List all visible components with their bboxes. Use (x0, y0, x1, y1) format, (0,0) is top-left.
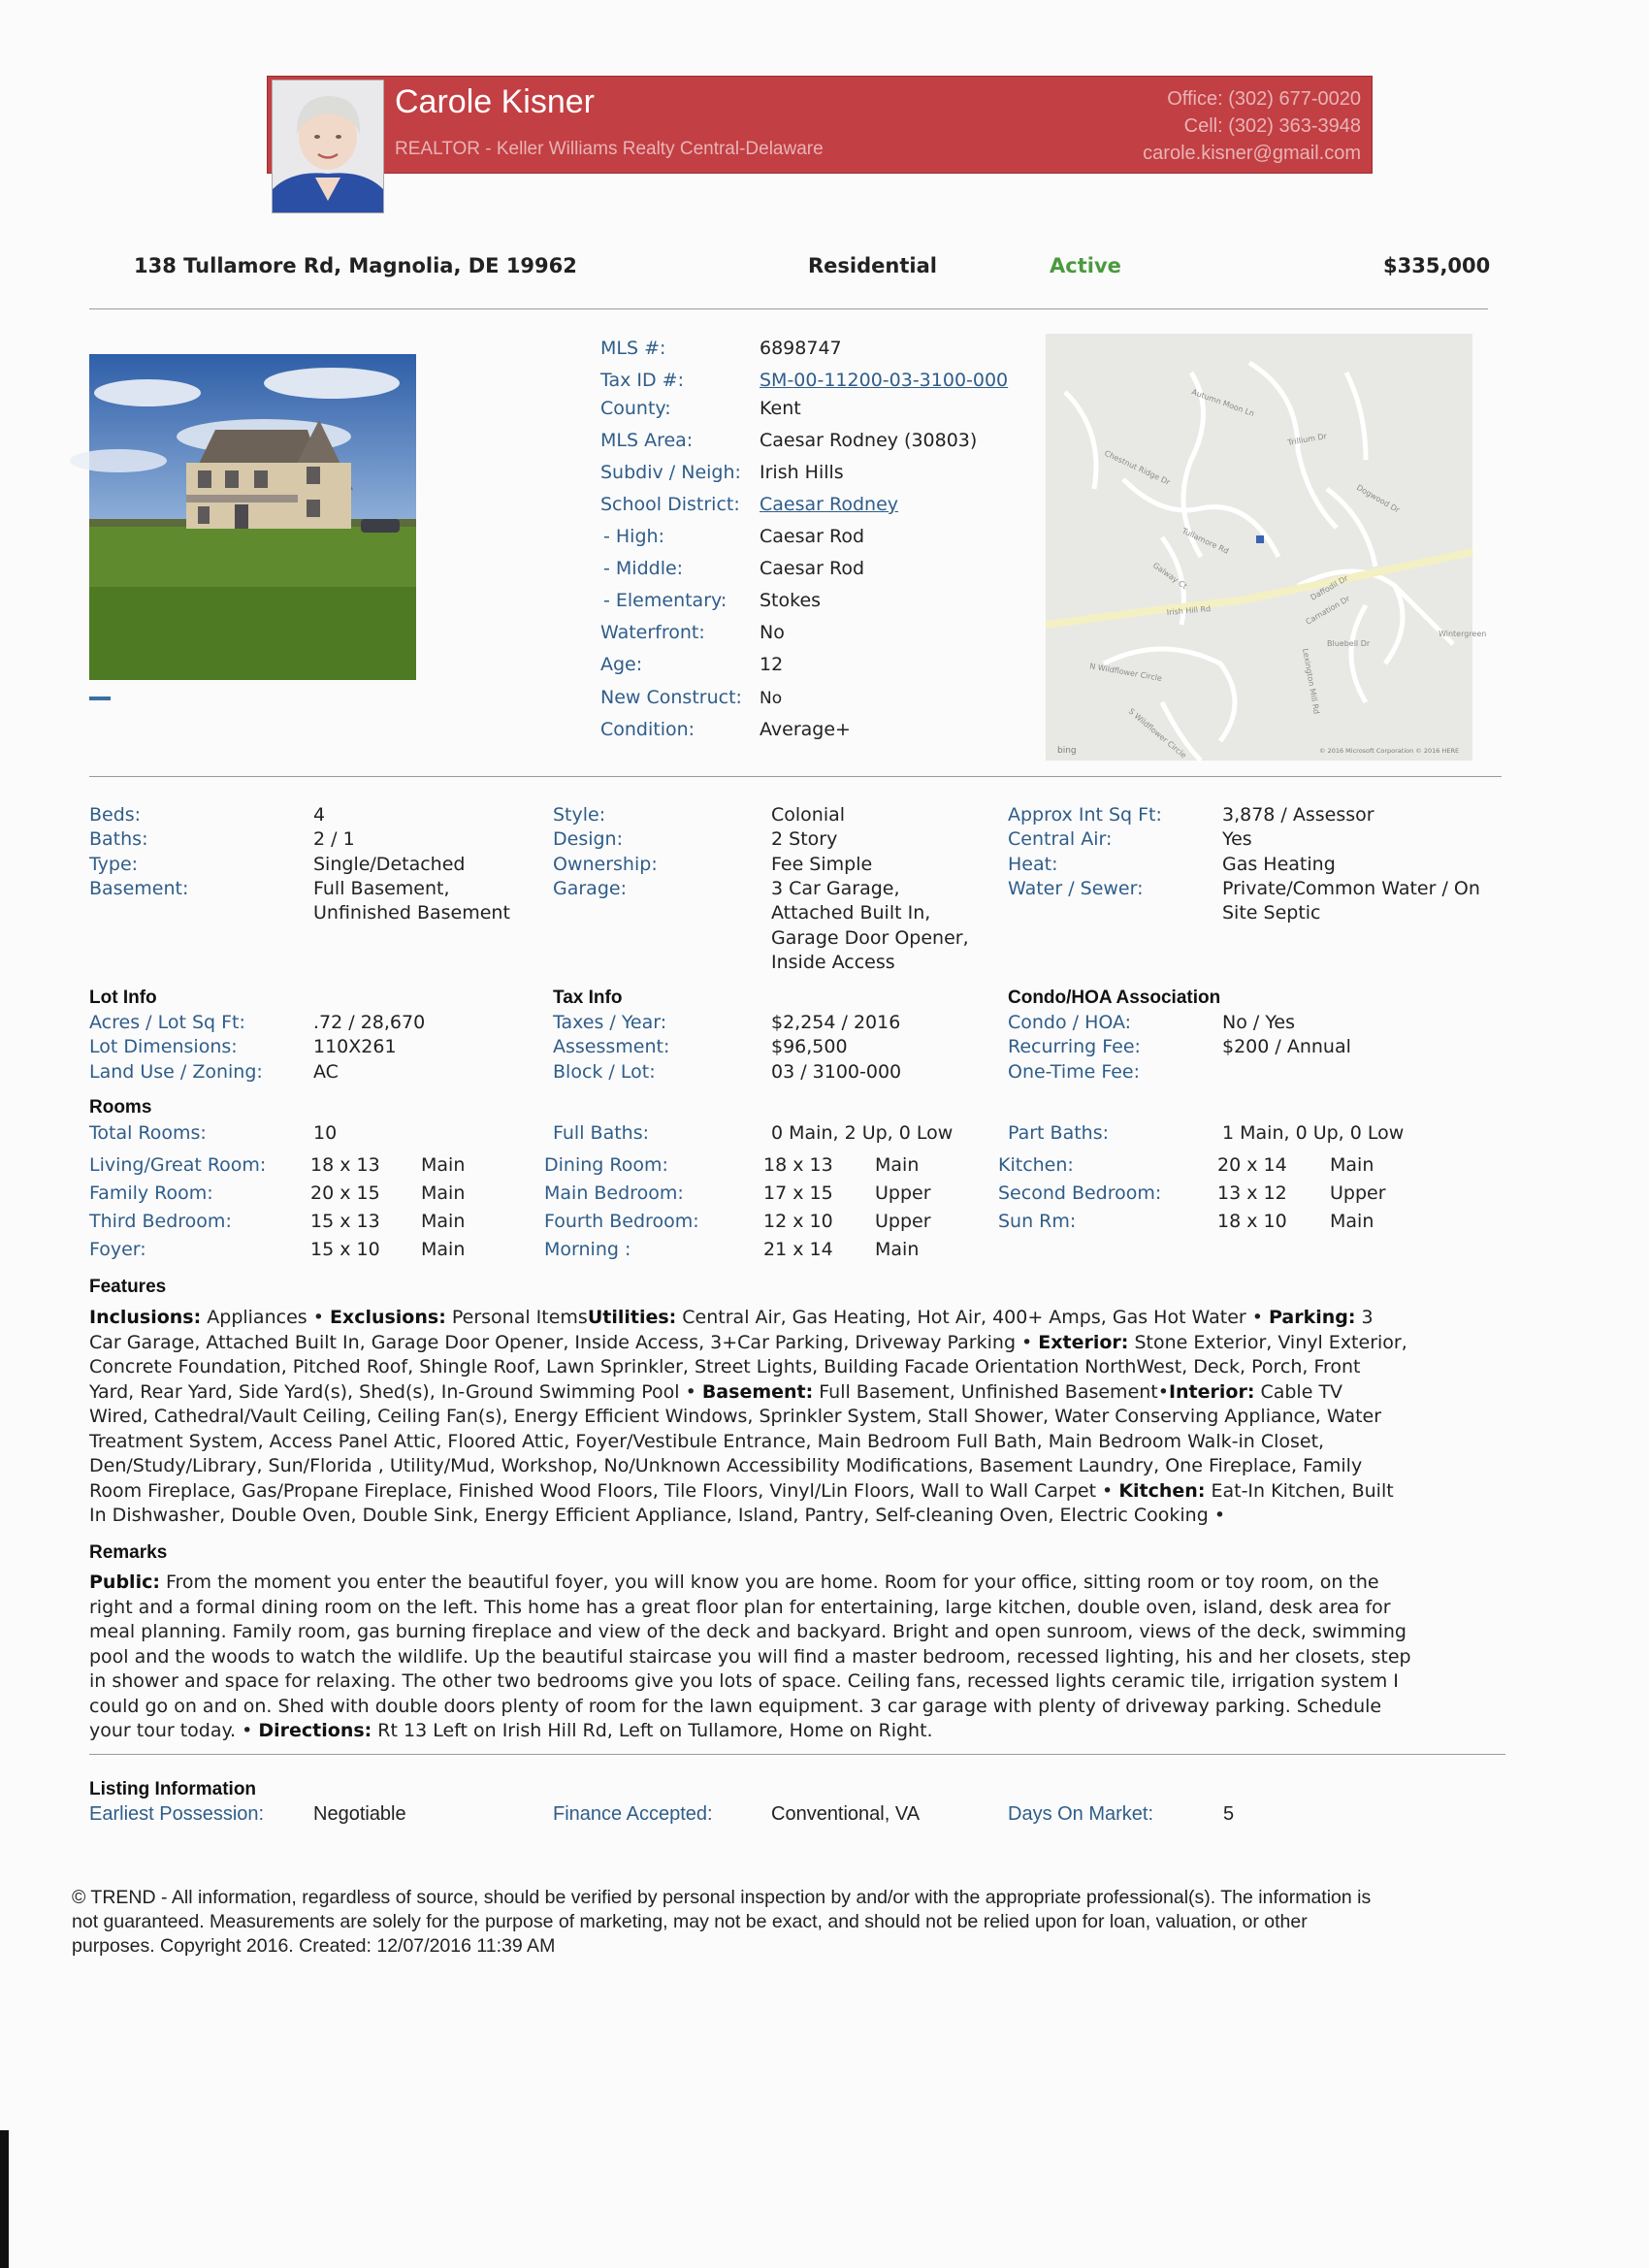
detail-label: - Elementary: (603, 590, 728, 611)
room-name: Dining Room: (544, 1154, 668, 1176)
room-level: Main (421, 1239, 466, 1260)
features-line: Yard, Rear Yard, Side Yard(s), Shed(s), In-Ground Swimming Pool • Basement: Full Basement, Unfinished Basement•Interior: Cable TV (89, 1380, 1343, 1403)
spec-label: Approx Int Sq Ft: (1008, 804, 1162, 826)
spec-label: Baths: (89, 828, 148, 850)
mls-number: 6898747 (760, 338, 842, 359)
hoa-label: Recurring Fee: (1008, 1036, 1141, 1057)
earliest-possession: Negotiable (313, 1803, 406, 1825)
mls-area: Caesar Rodney (30803) (760, 430, 978, 451)
high-school: Caesar Rod (760, 526, 865, 547)
room-size: 17 x 15 (763, 1183, 833, 1204)
room-size: 12 x 10 (763, 1211, 833, 1232)
room-name: Morning : (544, 1239, 631, 1260)
detail-label: - Middle: (603, 558, 684, 579)
map-street-label: Lexington Mill Rd (1301, 647, 1321, 715)
lot-label: Lot Dimensions: (89, 1036, 238, 1057)
listing-address: 138 Tullamore Rd, Magnolia, DE 19962 (134, 254, 577, 277)
spec-label: Garage: (553, 878, 627, 899)
new-construct: No (760, 689, 783, 708)
remarks-text (89, 1571, 1505, 1744)
room-level: Upper (875, 1183, 931, 1204)
office-phone: Office: (302) 677-0020 (1167, 88, 1361, 110)
map-street-label: N Wildflower Circle (1088, 662, 1163, 684)
house-photo[interactable] (89, 354, 416, 680)
hoa-label: Condo / HOA: (1008, 1012, 1132, 1033)
features-line: Room Fireplace, Gas/Propane Fireplace, Finished Wood Floors, Tile Floors, Vinyl/Lin Floors, Wall to Wall Carpet • Kitchen: Eat-In Kitchen, Built (89, 1479, 1394, 1502)
room-name: Kitchen: (998, 1154, 1074, 1176)
map-location-pin (1256, 535, 1264, 543)
room-size: 20 x 14 (1217, 1154, 1287, 1176)
room-name: Living/Great Room: (89, 1154, 267, 1176)
section-heading-rooms: Rooms (89, 1097, 152, 1118)
features-line: Concrete Foundation, Pitched Roof, Shingle Roof, Lawn Sprinkler, Street Lights, Building Facade Orientation NorthWest, Deck, Porch, Front (89, 1356, 1361, 1377)
lot-label: Land Use / Zoning: (89, 1061, 263, 1083)
listing-info-label: Finance Accepted: (553, 1803, 713, 1825)
room-level: Main (875, 1239, 920, 1260)
garage: Inside Access (771, 952, 895, 973)
room-size: 20 x 15 (310, 1183, 380, 1204)
county: Kent (760, 398, 801, 419)
remarks-line: in shower and space for relaxing. The other two bedrooms give you lots of space. Ceiling fans, recessed lights ceramic tile, irrigation system I (89, 1670, 1399, 1692)
room-size: 21 x 14 (763, 1239, 833, 1260)
taxes-year: $2,254 / 2016 (771, 1012, 901, 1033)
spec-label: Basement: (89, 878, 189, 899)
room-size: 18 x 13 (310, 1154, 380, 1176)
disclaimer-line: not guaranteed. Measurements are solely for the purpose of marketing, may not be exact, and should not be relied upon for loan, valuation, or other (72, 1911, 1308, 1932)
agent-email: carole.kisner@gmail.com (1143, 143, 1361, 164)
section-heading-tax: Tax Info (553, 988, 623, 1008)
agent-photo (272, 80, 384, 213)
basement: Full Basement, (313, 878, 450, 899)
assessment: $96,500 (771, 1036, 848, 1057)
listing-info-label: Earliest Possession: (89, 1803, 265, 1825)
divider (89, 308, 1488, 309)
features-line: Treatment System, Access Panel Attic, Floored Attic, Foyer/Vestibule Entrance, Main Bedroom Full Bath, Main Bedroom Walk-in Closet, (89, 1430, 1325, 1452)
detail-label: Tax ID #: (600, 370, 684, 391)
listing-info-label: Days On Market: (1008, 1803, 1154, 1825)
location-map[interactable] (1046, 334, 1487, 761)
map-street-label: Trillium Dr (1286, 432, 1328, 447)
condo-hoa: No / Yes (1222, 1012, 1295, 1033)
listing-price: $335,000 (1383, 254, 1491, 277)
rooms-label: Total Rooms: (89, 1122, 207, 1144)
detail-label: - High: (603, 526, 664, 547)
finance-accepted: Conventional, VA (771, 1803, 921, 1825)
spec-label: Ownership: (553, 854, 658, 875)
detail-label: County: (600, 398, 671, 419)
room-size: 15 x 13 (310, 1211, 380, 1232)
features-line: In Dishwasher, Double Oven, Double Sink, Energy Efficient Appliance, Island, Pantry, Self-cleaning Oven, Electric Cooking • (89, 1505, 1226, 1526)
room-level: Main (421, 1211, 466, 1232)
features-line: Wired, Cathedral/Vault Ceiling, Ceiling Fan(s), Energy Efficient Windows, Sprinkler System, Stall Shower, Water Conserving Appliance, Water (89, 1406, 1382, 1427)
room-level: Main (1330, 1154, 1374, 1176)
waterfront: No (760, 622, 785, 643)
detail-label: Condition: (600, 719, 695, 740)
remarks-line: Public: From the moment you enter the beautiful foyer, you will know you are home. Room for your office, sitting room or toy room, on the (89, 1571, 1379, 1593)
beds: 4 (313, 804, 326, 826)
disclaimer-line: © TREND - All information, regardless of source, should be verified by personal inspection by and/or with the appropriate professional(s). The information is (72, 1887, 1372, 1908)
water-sewer: Site Septic (1222, 902, 1321, 923)
listing-status: Active (1050, 254, 1121, 277)
property-type: Residential (808, 254, 937, 277)
part-baths: 1 Main, 0 Up, 0 Low (1222, 1122, 1405, 1144)
rooms-label: Full Baths: (553, 1122, 649, 1144)
remarks-line: right and a formal dining room on the left. This home has a great floor plan for entertaining, large kitchen, double oven, island, desk area for (89, 1596, 1391, 1618)
room-level: Main (421, 1183, 466, 1204)
section-heading-features: Features (89, 1277, 167, 1297)
spec-label: Water / Sewer: (1008, 878, 1144, 899)
agent-title: REALTOR - Keller Williams Realty Central-Delaware (395, 139, 824, 159)
section-heading-hoa: Condo/HOA Association (1008, 988, 1221, 1008)
hoa-label: One-Time Fee: (1008, 1061, 1141, 1083)
room-name: Foyer: (89, 1239, 146, 1260)
section-heading-lot: Lot Info (89, 988, 157, 1008)
features-text (89, 1306, 1505, 1529)
spec-label: Type: (89, 854, 139, 875)
detail-label: MLS Area: (600, 430, 694, 451)
zoning: AC (313, 1061, 339, 1083)
block-lot: 03 / 3100-000 (771, 1061, 902, 1083)
days-on-market: 5 (1223, 1803, 1235, 1825)
divider (89, 776, 1502, 777)
room-size: 15 x 10 (310, 1239, 380, 1260)
spec-label: Style: (553, 804, 606, 826)
map-street-label: Galway Ct (1150, 561, 1189, 592)
spec-label: Beds: (89, 804, 142, 826)
middle-school: Caesar Rod (760, 558, 865, 579)
elementary-school: Stokes (760, 590, 822, 611)
garage: Attached Built In, (771, 902, 931, 923)
remarks-line: pool and the woods to watch the wildlife. Up the beautiful staircase you will find a master bedroom, recessed lighting, his and her closets, step (89, 1645, 1411, 1668)
ownership: Fee Simple (771, 854, 873, 875)
map-credit: © 2016 Microsoft Corporation © 2016 HERE (1319, 747, 1460, 755)
design: 2 Story (771, 828, 838, 850)
room-name: Sun Rm: (998, 1211, 1077, 1232)
tax-label: Taxes / Year: (553, 1012, 667, 1033)
features-line: Den/Study/Library, Sun/Florida , Utility/Mud, Workshop, No/Unknown Accessibility Modifications, Basement Laundry, One Fireplace, Family (89, 1455, 1363, 1476)
room-size: 13 x 12 (1217, 1183, 1287, 1204)
garage: Garage Door Opener, (771, 927, 969, 949)
central-air: Yes (1222, 828, 1252, 850)
photo-indicator[interactable] (89, 697, 111, 700)
spec-label: Central Air: (1008, 828, 1113, 850)
map-street-label: Daffodil Dr (1309, 573, 1350, 602)
disclaimer (72, 1886, 1566, 1959)
school-district-link[interactable]: Caesar Rodney (760, 494, 899, 515)
room-name: Fourth Bedroom: (544, 1211, 699, 1232)
scan-edge (0, 2130, 9, 2268)
baths: 2 / 1 (313, 828, 355, 850)
garage: 3 Car Garage, (771, 878, 900, 899)
subdivision: Irish Hills (760, 462, 844, 483)
map-street-label: Dogwood Dr (1355, 482, 1402, 515)
tax-id-link[interactable]: SM-00-11200-03-3100-000 (760, 370, 1009, 391)
cell-phone: Cell: (302) 363-3948 (1183, 115, 1361, 137)
room-size: 18 x 10 (1217, 1211, 1287, 1232)
map-street-label: Bluebell Dr (1327, 639, 1371, 648)
spec-label: Heat: (1008, 854, 1058, 875)
style: Colonial (771, 804, 846, 826)
map-street-label: Carnation Dr (1304, 594, 1352, 627)
agent-name: Carole Kisner (395, 83, 595, 120)
lot-label: Acres / Lot Sq Ft: (89, 1012, 245, 1033)
remarks-line: could go on and on. Shed with double doors plenty of room for the lawn equipment. 3 car garage with plenty of driveway parking. Schedule (89, 1695, 1382, 1717)
condition: Average+ (760, 719, 851, 740)
detail-label: Waterfront: (600, 622, 705, 643)
interior-sqft: 3,878 / Assessor (1222, 804, 1374, 826)
room-level: Upper (875, 1211, 931, 1232)
room-level: Main (875, 1154, 920, 1176)
acres-lot: .72 / 28,670 (313, 1012, 426, 1033)
features-line: Car Garage, Attached Built In, Garage Door Opener, Inside Access, 3+Car Parking, Driveway Parking • Exterior: Stone Exterior, Vinyl Exterior, (89, 1331, 1407, 1353)
divider (89, 1754, 1505, 1755)
map-street-label: S Wildflower Circle (1126, 706, 1188, 761)
lot-dimensions: 110X261 (313, 1036, 397, 1057)
detail-label: MLS #: (600, 338, 666, 359)
tax-label: Assessment: (553, 1036, 670, 1057)
detail-label: Subdiv / Neigh: (600, 462, 741, 483)
age: 12 (760, 654, 784, 675)
property-subtype: Single/Detached (313, 854, 466, 875)
section-heading-listing-info: Listing Information (89, 1779, 257, 1799)
room-name: Main Bedroom: (544, 1183, 684, 1204)
map-street-label: Irish Hill Rd (1166, 604, 1212, 617)
room-level: Main (1330, 1211, 1374, 1232)
map-street-label: Tullamore Rd (1180, 526, 1231, 556)
recurring-fee: $200 / Annual (1222, 1036, 1351, 1057)
water-sewer: Private/Common Water / On (1222, 878, 1480, 899)
section-heading-remarks: Remarks (89, 1542, 168, 1563)
room-level: Main (421, 1154, 466, 1176)
disclaimer-line: purposes. Copyright 2016. Created: 12/07/2016 11:39 AM (72, 1935, 556, 1957)
basement: Unfinished Basement (313, 902, 510, 923)
heat: Gas Heating (1222, 854, 1336, 875)
detail-label: New Construct: (600, 687, 742, 708)
room-name: Second Bedroom: (998, 1183, 1162, 1204)
rooms-label: Part Baths: (1008, 1122, 1110, 1144)
detail-label: Age: (600, 654, 643, 675)
map-street-label: Autumn Moon Ln (1190, 387, 1256, 419)
detail-label: School District: (600, 494, 740, 515)
remarks-line: your tour today. • Directions: Rt 13 Left on Irish Hill Rd, Left on Tullamore, Home on Right. (89, 1720, 933, 1741)
room-name: Family Room: (89, 1183, 213, 1204)
room-size: 18 x 13 (763, 1154, 833, 1176)
map-street-label: Chestnut Ridge Dr (1103, 448, 1172, 487)
room-name: Third Bedroom: (89, 1211, 232, 1232)
room-level: Upper (1330, 1183, 1386, 1204)
tax-label: Block / Lot: (553, 1061, 656, 1083)
spec-label: Design: (553, 828, 624, 850)
map-street-label: Wintergreen (1439, 630, 1487, 638)
full-baths: 0 Main, 2 Up, 0 Low (771, 1122, 954, 1144)
map-logo: bing (1057, 746, 1077, 756)
remarks-line: meal planning. Family room, gas burning fireplace and view of the deck and backyard. Bright and open sunroom, views of the deck, swimming (89, 1621, 1406, 1642)
features-line: Inclusions: Appliances • Exclusions: Personal ItemsUtilities: Central Air, Gas Heating, Hot Air, 400+ Amps, Gas Hot Water • Parking: 3 (89, 1307, 1374, 1328)
total-rooms: 10 (313, 1122, 338, 1144)
